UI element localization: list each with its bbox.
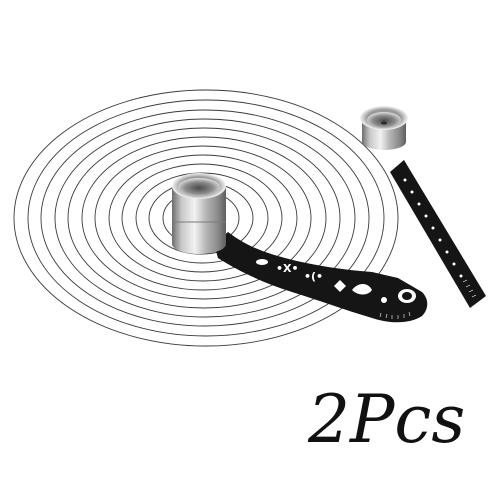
svg-text:•X•: •X• (276, 262, 299, 275)
svg-text:•(•: •(• (304, 270, 324, 283)
spare-center-cap (360, 106, 408, 150)
compass-center-cap (172, 173, 226, 254)
straight-ruler-holes (404, 179, 463, 278)
quantity-caption: 2Pcs (308, 381, 466, 458)
